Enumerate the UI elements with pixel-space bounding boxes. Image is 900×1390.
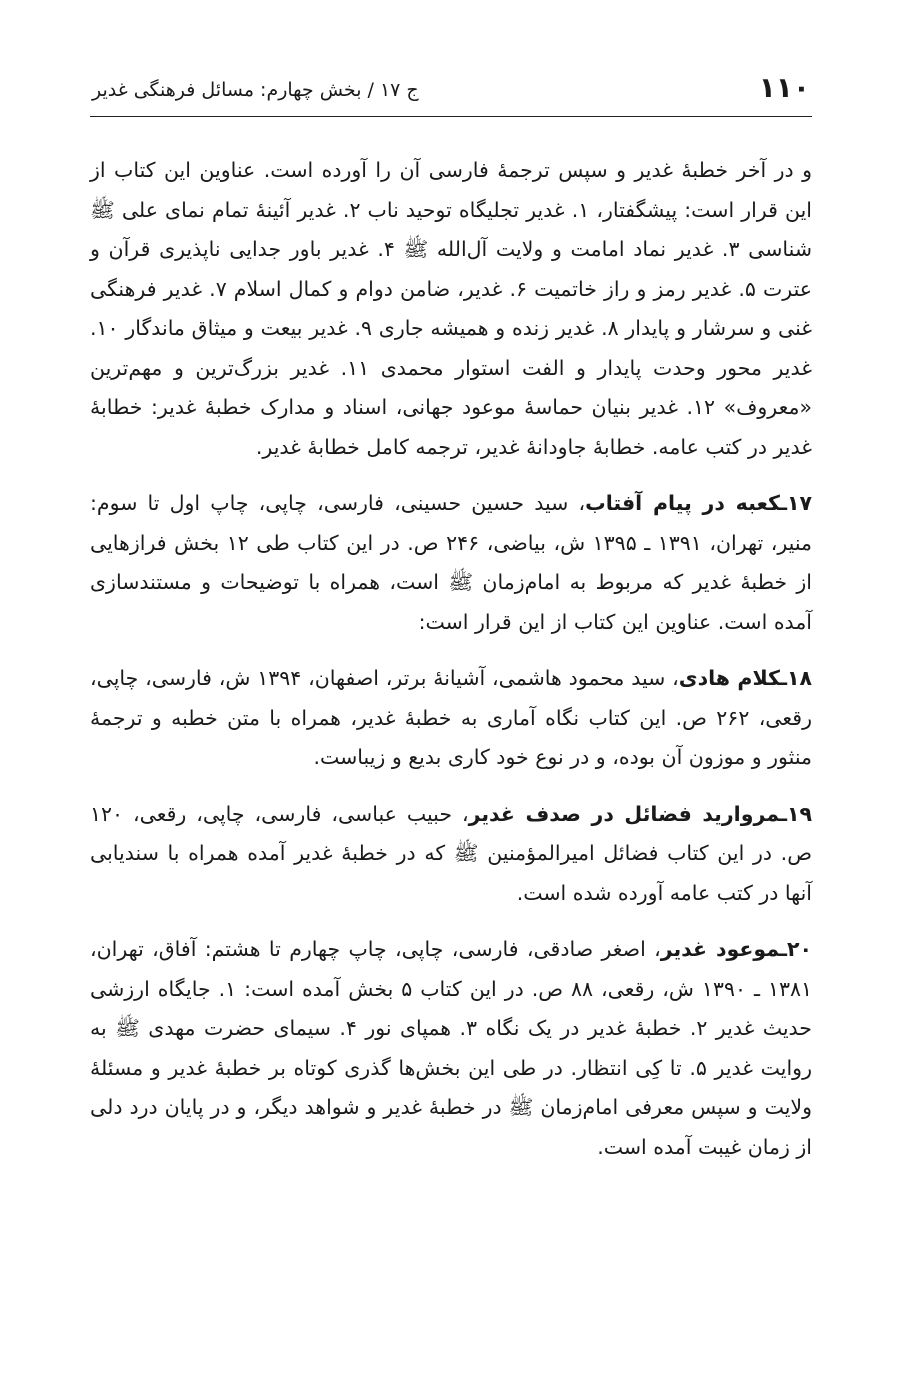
entry-text: ، حبیب عباسی، فارسی، چاپی، رقعی، ۱۲۰ ص. در این کتاب فضائل امیرالمؤمنین ﷺ که در خطبهٔ غدیر آمده همراه با سندیابی آنها در کتب عامه آورده شده است. [90,801,812,905]
entry-number: ۱۹ـ [779,801,812,826]
entry-title: مروارید فضائل در صدف غدیر [468,801,780,826]
running-title: ج ۱۷ / بخش چهارم: مسائل فرهنگی غدیر [92,79,419,101]
paragraph-intro [90,151,812,467]
entry-text: ، اصغر صادقی، فارسی، چاپی، چاپ چهارم تا هشتم: آفاق، تهران، ۱۳۸۱ ـ ۱۳۹۰ ش، رقعی، ۸۸ ص. در این کتاب ۵ بخش آمده است: ۱. جایگاه ارزشی حدیث غدیر ۲. خطبهٔ غدیر در یک نگاه ۳. همپای نور ۴. سیمای حضرت مهدی ﷺ به روایت غدیر ۵. تا کِی انتظار. در طی این بخش‌ها گذری کوتاه بر خطبهٔ غدیر و مسئلهٔ ولایت و سپس معرفی امام‌زمان ﷺ در خطبهٔ غدیر و شواهد دیگر، و در پایان درد دلی از زمان غیبت آمده است. [90,937,812,1159]
entry-18 [90,659,812,778]
entry-number: ۲۰ـ [779,937,812,961]
entry-19 [90,795,812,914]
entry-title: موعود غدیر [660,937,780,961]
entry-number: ۱۸ـ [779,666,812,690]
book-page [90,60,812,1360]
page-number: ۱۱۰ [758,71,810,104]
entry-text: ، سید حسین حسینی، فارسی، چاپی، چاپ اول تا سوم: منیر، تهران، ۱۳۹۱ ـ ۱۳۹۵ ش، بیاضی، ۲۴۶ ص. در این کتاب طی ۱۲ بخش فرازهایی از خطبهٔ غدیر که مربوط به امام‌زمان ﷺ است، همراه با توضیحات و مستندسازی آمده است. عناوین این کتاب از این قرار است: [90,491,812,634]
entry-title: کلام هادی [678,666,780,690]
entry-title: کعبه در پیام آفتاب [585,491,780,515]
entry-number: ۱۷ـ [779,491,812,515]
running-header [90,60,812,117]
paragraph-text: و در آخر خطبهٔ غدیر و سپس ترجمهٔ فارسی آن را آورده است. عناوین این کتاب از این قرار است: پیشگفتار، ۱. غدیر تجلیگاه توحید ناب ۲. غدیر آئینهٔ تمام نمای علی ﷺ شناسی ۳. غدیر نماد امامت و ولایت آل‌الله ﷺ ۴. غدیر باور جدایی ناپذیری قرآن و عترت ۵. غدیر رمز و راز خاتمیت ۶. غدیر، ضامن دوام و کمال اسلام ۷. غدیر فرهنگی غنی و سرشار و پایدار ۸. غدیر زنده و همیشه جاری ۹. غدیر بیعت و میثاق ماندگار ۱۰. غدیر محور وحدت پایدار و الفت استوار محمدی ۱۱. غدیر بزرگ‌ترین و مهم‌ترین «معروف» ۱۲. غدیر بنیان حماسهٔ موعود جهانی، اسناد و مدارک خطبهٔ غدیر: خطابهٔ غدیر در کتب عامه. خطابهٔ جاودانهٔ غدیر، ترجمه کامل خطابهٔ غدیر. [90,158,813,459]
entry-17 [90,484,812,642]
page-body [90,151,812,1167]
entry-20 [90,930,812,1167]
entry-text: ، سید محمود هاشمی، آشیانهٔ برتر، اصفهان، ۱۳۹۴ ش، فارسی، چاپی، رقعی، ۲۶۲ ص. این کتاب نگاه آماری به خطبهٔ غدیر، همراه با متن خطبه و ترجمهٔ منثور و موزون آن بوده، و در نوع خود کاری بدیع و زیباست. [90,666,812,769]
